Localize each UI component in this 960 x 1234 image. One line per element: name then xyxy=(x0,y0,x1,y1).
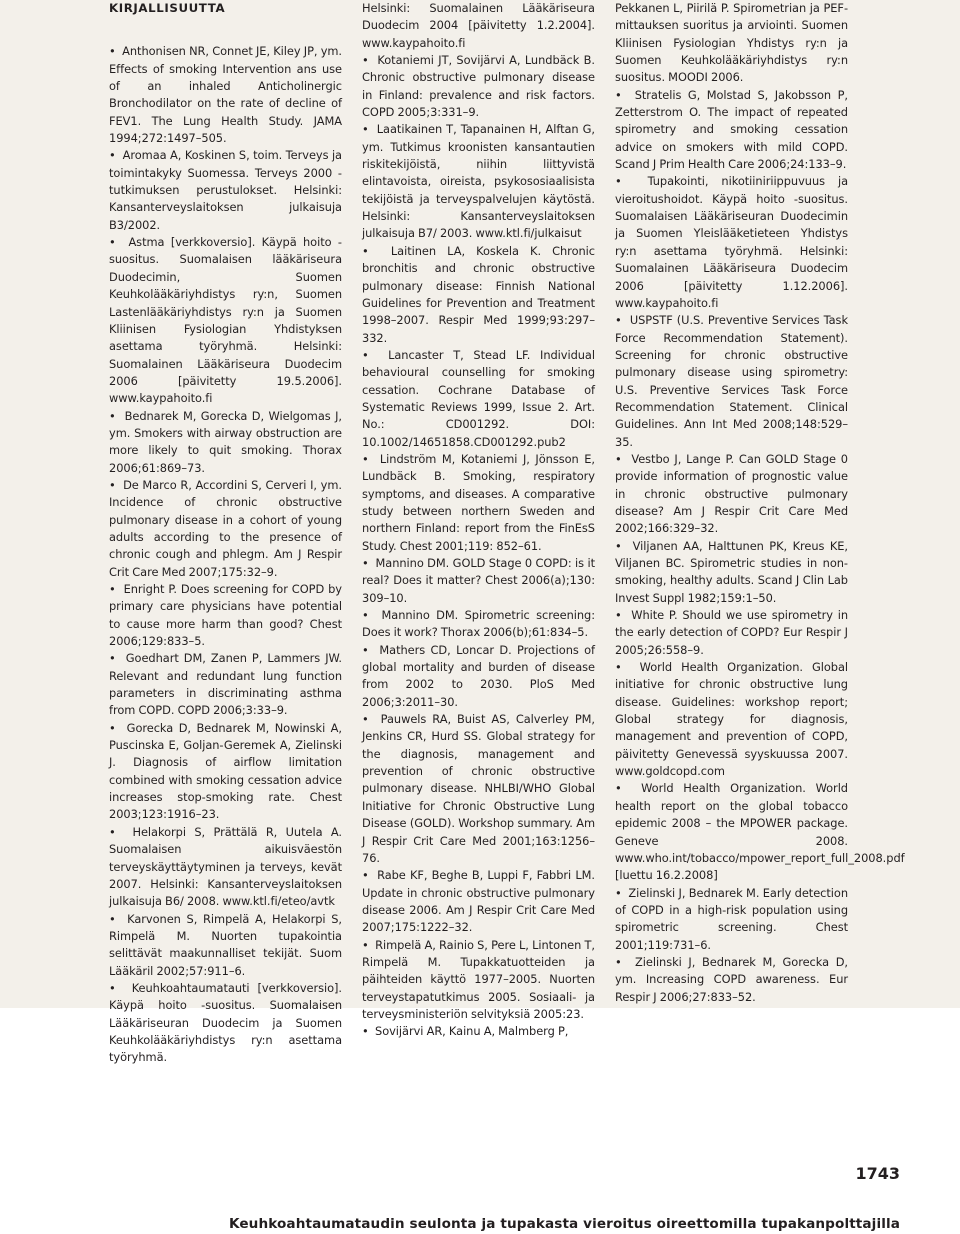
reference-item: • Astma [verkkoversio]. Käypä hoito -suositus. Suomalaisen lääkäriseura Duodecimin, Suomen Keuhkolääkäriyhdistys ry:n, Suomen Lastenlääkäriyhdistys ry:n ja Suomen Kliinisen Fysiologian Yhdistyksen asettama työryhmä. Helsinki: Suomalainen Lääkäriseura Duodecim 2006 [päivitetty 19.5.2006]. www.kaypahoito.fi xyxy=(109,234,342,407)
reference-item: • Mannino DM. GOLD Stage 0 COPD: is it real? Does it matter? Chest 2006(a);130: 309–10. xyxy=(362,555,595,607)
reference-item: • Aromaa A, Koskinen S, toim. Terveys ja toimintakyky Suomessa. Terveys 2000 -tutkimuksen perustulokset. Helsinki: Kansanterveyslaitoksen julkaisuja B3/2002. xyxy=(109,147,342,234)
reference-list-2 xyxy=(362,52,595,1041)
reference-item: • De Marco R, Accordini S, Cerveri I, ym. Incidence of chronic obstructive pulmonary disease in a cohort of young adults according to the presence of chronic cough and phlegm. Am J Respir Crit Care Med 2007;175:32–9. xyxy=(109,477,342,581)
reference-item: • World Health Organization. Global initiative for chronic obstructive lung disease. Guidelines: workshop report; Global strategy for diagnosis, management and prevention of COPD, päivitetty Genevessä syyskuussa 2007. www.goldcopd.com xyxy=(615,659,848,780)
reference-item: • Laatikainen T, Tapanainen H, Alftan G, ym. Tutkimus kroonisten kansantautien riskitekijöistä, niihin liittyvistä elintavoista, oireista, psykososiaalisista tekijöistä ja terveyspalvelujen käytöstä. Helsinki: Kansanterveyslaitoksen julkaisuja B7/ 2003. www.ktl.fi/julkaisut xyxy=(362,121,595,242)
reference-column-2 xyxy=(362,0,595,1041)
running-footer: Keuhkoahtaumataudin seulonta ja tupakasta vieroitus oireettomilla tupakanpolttajilla xyxy=(228,1216,900,1232)
reference-item: • Pauwels RA, Buist AS, Calverley PM, Jenkins CR, Hurd SS. Global strategy for the diagnosis, management and prevention of chronic obstructive pulmonary disease. NHLBI/WHO Global Initiative for Chronic Obstructive Lung Disease (GOLD). Workshop summary. Am J Respir Crit Care Med 2001;163:1256–76. xyxy=(362,711,595,867)
reference-item: • Stratelis G, Molstad S, Jakobsson P, Zetterstrom O. The impact of repeated spirometry and smoking cessation advice on smokers with mild COPD. Scand J Prim Health Care 2006;24:133–9. xyxy=(615,87,848,174)
page-number: 1743 xyxy=(855,1164,900,1183)
reference-item: • Viljanen AA, Halttunen PK, Kreus KE, Viljanen BC. Spirometric studies in non-smoking, healthy adults. Scand J Clin Lab Invest Suppl 1982;159:1–50. xyxy=(615,538,848,607)
reference-item: • Sovijärvi AR, Kainu A, Malmberg P, xyxy=(362,1023,595,1040)
reference-continuation: Helsinki: Suomalainen Lääkäriseura Duodecim 2004 [päivitetty 1.2.2004]. www.kaypahoito.fi xyxy=(362,1,595,50)
reference-item: • Lindström M, Kotaniemi J, Jönsson E, Lundbäck B. Smoking, respiratory symptoms, and diseases. A comparative study between northern Sweden and northern Finland: report from the FinEsS Study. Chest 2001;119: 852–61. xyxy=(362,451,595,555)
reference-item: • Gorecka D, Bednarek M, Nowinski A, Puscinska E, Goljan-Geremek A, Zielinski J. Diagnosis of airflow limitation combined with smoking cessation advice increases stop-smoking rate. Chest 2003;123:1916–23. xyxy=(109,720,342,824)
reference-item: • Karvonen S, Rimpelä A, Helakorpi S, Rimpelä M. Nuorten tupakointia selittävät maakunnalliset tekijät. Suom Lääkäril 2002;57:911–6. xyxy=(109,911,342,980)
reference-item: • USPSTF (U.S. Preventive Services Task Force Recommendation Statement). Screening for chronic obstructive pulmonary disease using spirometry: U.S. Preventive Services Task Force Recommendation Statement. Clinical Guidelines. Ann Int Med 2008;148:529–35. xyxy=(615,312,848,451)
reference-item: • Zielinski J, Bednarek M, Gorecka D, ym. Increasing COPD awareness. Eur Respir J 2006;27:833–52. xyxy=(615,954,848,1006)
reference-item: • Vestbo J, Lange P. Can GOLD Stage 0 provide information of prognostic value in chronic obstructive pulmonary disease? Am J Respir Crit Care Med 2002;166:329–32. xyxy=(615,451,848,538)
reference-list-1 xyxy=(109,43,342,1066)
reference-column-1 xyxy=(109,0,342,1067)
reference-item: • Bednarek M, Gorecka D, Wielgomas J, ym. Smokers with airway obstruction are more likely to quit smoking. Thorax 2006;61:869–73. xyxy=(109,408,342,477)
reference-item: • Laitinen LA, Koskela K. Chronic bronchitis and chronic obstructive pulmonary disease: Finnish National Guidelines for Prevention and Treatment 1998–2007. Respir Med 1999;93:297–332. xyxy=(362,243,595,347)
reference-item: • Rimpelä A, Rainio S, Pere L, Lintonen T, Rimpelä M. Tupakkatuotteiden ja päihteiden käyttö 1977–2005. Nuorten terveystapatutkimus 2005. Sosiaali- ja terveysministeriön selvityksiä 2005:23. xyxy=(362,937,595,1024)
references-heading: KIRJALLISUUTTA xyxy=(109,1,226,15)
reference-item: • Anthonisen NR, Connet JE, Kiley JP, ym. Effects of smoking Intervention ans use of an inhaled Anticholinergic Bronchodilator on the rate of decline of FEV1. The Lung Health Study. JAMA 1994;272:1497–505. xyxy=(109,43,342,147)
reference-item: • Rabe KF, Beghe B, Luppi F, Fabbri LM. Update in chronic obstructive pulmonary disease 2006. Am J Respir Crit Care Med 2007;175:1222–32. xyxy=(362,867,595,936)
reference-item: • Tupakointi, nikotiiniriippuvuus ja vieroitushoidot. Käypä hoito -suositus. Suomalaisen Lääkäriseuran Duodecimin ja Suomen Yleislääketieteen Yhdistys ry:n asettama työryhmä. Helsinki: Suomalainen Lääkäriseura Duodecim 2006 [päivitetty 1.12.2006]. www.kaypahoito.fi xyxy=(615,173,848,312)
reference-item: • Helakorpi S, Prättälä R, Uutela A. Suomalaisen aikuisväestön terveyskäyttäytyminen ja terveys, kevät 2007. Helsinki: Kansanterveyslaitoksen julkaisuja B6/ 2008. www.ktl.fi/eteo/avtk xyxy=(109,824,342,911)
reference-item: • Goedhart DM, Zanen P, Lammers JW. Relevant and redundant lung function parameters in discriminating asthma from COPD. COPD 2006;3:33–9. xyxy=(109,650,342,719)
reference-item: • Lancaster T, Stead LF. Individual behavioural counselling for smoking cessation. Cochrane Database of Systematic Reviews 1999, Issue 2. Art. No.: CD001292. DOI: 10.1002/14651858.CD001292.pub2 xyxy=(362,347,595,451)
reference-column-3 xyxy=(615,0,905,1006)
reference-item: • Keuhkoahtaumatauti [verkkoversio]. Käypä hoito -suositus. Suomalaisen Lääkäriseuran Duodecim ja Suomen Keuhkolääkäriyhdistys ry:n asettama työryhmä. xyxy=(109,980,342,1067)
reference-item: • White P. Should we use spirometry in the early detection of COPD? Eur Respir J 2005;26:558–9. xyxy=(615,607,848,659)
reference-item: • Zielinski J, Bednarek M. Early detection of COPD in a high-risk population using spirometric screening. Chest 2001;119:731–6. xyxy=(615,885,848,954)
reference-item: • World Health Organization. World health report on the global tobacco epidemic 2008 – the MPOWER package. Geneve 2008. www.who.int/tobacco/mpower_report_full_2008.pdf [luettu 16.2.2008] xyxy=(615,780,848,884)
reference-continuation: Pekkanen L, Piirilä P. Spirometrian ja PEF-mittauksen suoritus ja arviointi. Suomen Kliinisen Fysiologian Yhdistys ry:n ja Suomen Keuhkolääkäriyhdistys ry:n suositus. MOODI 2006. xyxy=(615,1,848,85)
reference-item: • Mathers CD, Loncar D. Projections of global mortality and burden of disease from 2002 to 2030. PloS Med 2006;3:2011–30. xyxy=(362,642,595,711)
reference-item: • Enright P. Does screening for COPD by primary care physicians have potential to cause more harm than good? Chest 2006;129:833–5. xyxy=(109,581,342,650)
reference-list-3 xyxy=(615,87,905,1006)
reference-item: • Mannino DM. Spirometric screening: Does it work? Thorax 2006(b);61:834–5. xyxy=(362,607,595,642)
reference-item: • Kotaniemi JT, Sovijärvi A, Lundbäck B. Chronic obstructive pulmonary disease in Finland: prevalence and risk factors. COPD 2005;3:331–9. xyxy=(362,52,595,121)
